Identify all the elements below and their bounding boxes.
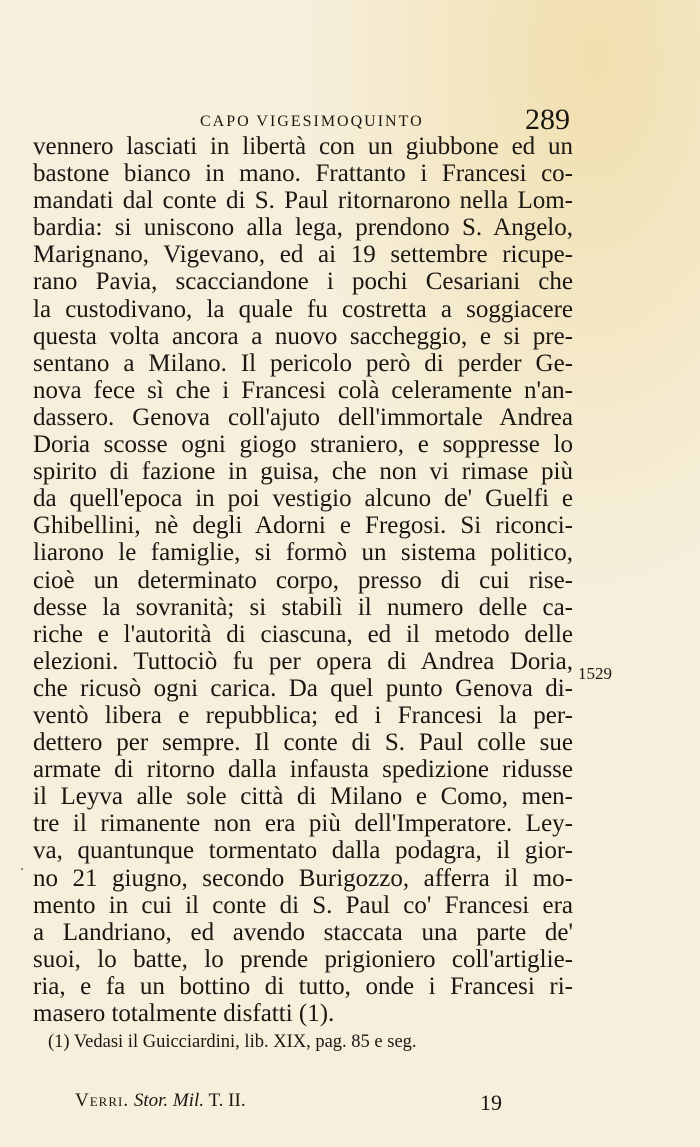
text-line: questa volta ancora a nuovo saccheggio, e si pre- (33, 322, 573, 350)
text-line: Ghibellini, nè degli Adorni e Fregosi. Si riconci- (33, 512, 573, 540)
margin-mark: . (20, 857, 24, 874)
text-line: cioè un determinato corpo, presso di cui rise- (33, 566, 573, 594)
text-line: suoi, lo batte, lo prende prigioniero coll'artiglie- (33, 945, 573, 973)
text-line: ventò libera e repubblica; ed i Francesi la per- (33, 701, 573, 729)
text-line: masero totalmente disfatti (1). (33, 1000, 335, 1027)
signature-author: Verri. (75, 1090, 130, 1111)
text-line: no 21 giugno, secondo Burigozzo, afferra il mo- (33, 864, 573, 892)
text-line: tre il rimanente non era più dell'Imperatore. Ley- (33, 810, 573, 838)
text-line: rano Pavia, scacciandone i pochi Cesariani che (33, 268, 573, 296)
body-text (33, 133, 573, 1027)
text-line: sentano a Milano. Il pericolo però di perder Ge- (33, 349, 573, 377)
signature-volume: T. II. (208, 1090, 246, 1111)
signature-number: 19 (480, 1090, 502, 1115)
margin-note-year: 1529 (578, 664, 612, 683)
text-line: vennero lasciati in libertà con un giubbone ed un (33, 133, 573, 160)
text-line: elezioni. Tuttociò fu per opera di Andrea Doria, (33, 647, 573, 675)
text-line: bardia: si uniscono alla lega, prendono S. Angelo, (33, 214, 573, 242)
running-title: CAPO VIGESIMOQUINTO (200, 113, 424, 130)
text-line: da quell'epoca in poi vestigio alcuno de' Guelfi e (33, 485, 573, 513)
text-line: spirito di fazione in guisa, che non vi rimase più (33, 458, 573, 486)
text-line: mento in cui il conte di S. Paul co' Francesi era (33, 891, 573, 919)
page-number: 289 (525, 103, 570, 136)
text-line: liarono le famiglie, si formò un sistema politico, (33, 539, 573, 567)
footnote: (1) Vedasi il Guicciardini, lib. XIX, pag. 85 e seg. (48, 1032, 417, 1052)
text-line: la custodivano, la quale fu costretta a soggiacere (33, 295, 573, 323)
text-line: bastone bianco in mano. Frattanto i Francesi co- (33, 160, 573, 188)
text-line: desse la sovranità; si stabilì il numero delle ca- (33, 593, 573, 621)
text-line: riche e l'autorità di ciascuna, ed il metodo delle (33, 620, 573, 648)
text-line: nova fece sì che i Francesi colà celeramente n'an- (33, 376, 573, 404)
text-line: va, quantunque tormentato dalla podagra, il gior- (33, 837, 573, 865)
text-line: dassero. Genova coll'ajuto dell'immortale Andrea (33, 403, 573, 431)
text-line: mandati dal conte di S. Paul ritornarono nella Lom- (33, 187, 573, 215)
text-line: il Leyva alle sole città di Milano e Como, men- (33, 783, 573, 811)
text-line: a Landriano, ed avendo staccata una parte de' (33, 918, 573, 946)
text-line: che ricusò ogni carica. Da quel punto Genova di- (33, 674, 573, 702)
text-line: Doria scosse ogni giogo straniero, e soppresse lo (33, 431, 573, 459)
printer-signature (75, 1090, 246, 1112)
text-line: dettero per sempre. Il conte di S. Paul colle sue (33, 729, 573, 757)
signature-title: Stor. Mil. (133, 1090, 205, 1111)
text-line: Marignano, Vigevano, ed ai 19 settembre ricupe- (33, 241, 573, 269)
text-line: ria, e fa un bottino di tutto, onde i Francesi ri- (33, 972, 573, 1000)
text-line: armate di ritorno dalla infausta spedizione ridusse (33, 756, 573, 784)
